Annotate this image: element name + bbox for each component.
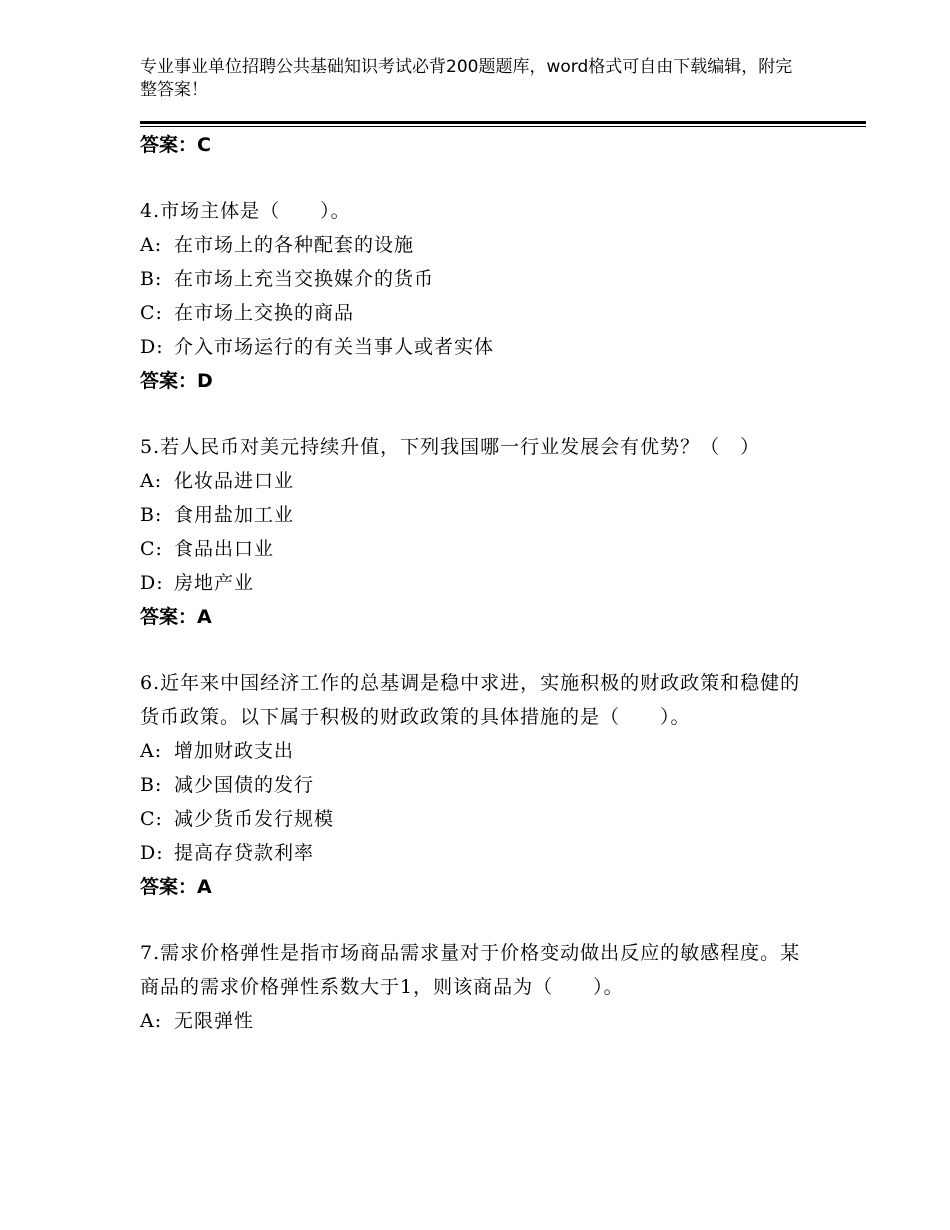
option-text: 食用盐加工业 [174,504,295,526]
answer-line: 答案：A [140,876,212,898]
option-b [140,262,810,296]
option-c [140,802,810,836]
option-key: A: [140,1010,163,1032]
option-text: 房地产业 [174,572,255,594]
option-d [140,566,810,600]
option-text: 化妆品进口业 [174,470,295,492]
option-key: C: [140,302,163,324]
option-text: 提高存贷款利率 [174,842,315,864]
option-c [140,532,810,566]
option-text: 食品出口业 [174,538,275,560]
option-key: B: [140,774,163,796]
option-key: B: [140,268,163,290]
answer-line: 答案：A [140,606,212,628]
option-key: B: [140,504,163,526]
option-key: A: [140,740,163,762]
option-key: D: [140,842,164,864]
answer-line: 答案：C [140,134,211,156]
document-title: 专业事业单位招聘公共基础知识考试必背200题题库，word格式可自由下载编辑，附完整答案！ [140,57,793,100]
option-key: D: [140,572,164,594]
option-b [140,768,810,802]
question-5 [140,430,810,634]
question-stem: 6.近年来中国经济工作的总基调是稳中求进，实施积极的财政政策和稳健的货币政策。以下属于积极的财政政策的具体措施的是（ ）。 [140,672,801,728]
page-header [140,56,800,102]
question-stem: 5.若人民币对美元持续升值，下列我国哪一行业发展会有优势？（ ） [140,436,761,458]
option-text: 减少国债的发行 [174,774,315,796]
option-text: 介入市场运行的有关当事人或者实体 [174,336,495,358]
option-d [140,836,810,870]
question-6 [140,666,810,904]
option-key: C: [140,808,163,830]
option-d [140,330,810,364]
option-text: 减少货币发行规模 [174,808,335,830]
option-key: D: [140,336,164,358]
question-4 [140,194,810,398]
question-stem: 7.需求价格弹性是指市场商品需求量对于价格变动做出反应的敏感程度。某商品的需求价格弹性系数大于1，则该商品为（ ）。 [140,942,801,998]
option-a [140,1004,810,1038]
option-key: A: [140,234,163,256]
option-text: 增加财政支出 [174,740,295,762]
option-text: 无限弹性 [174,1010,255,1032]
answer-line: 答案：D [140,370,213,392]
question-stem: 4.市场主体是（ ）。 [140,200,351,222]
option-key: A: [140,470,163,492]
option-key: C: [140,538,163,560]
option-text: 在市场上交换的商品 [174,302,355,324]
option-a [140,228,810,262]
option-text: 在市场上充当交换媒介的货币 [174,268,435,290]
option-b [140,498,810,532]
option-text: 在市场上的各种配套的设施 [174,234,415,256]
header-divider [140,121,866,127]
option-a [140,734,810,768]
option-a [140,464,810,498]
question-list [140,128,810,1038]
option-c [140,296,810,330]
question-7 [140,936,810,1038]
